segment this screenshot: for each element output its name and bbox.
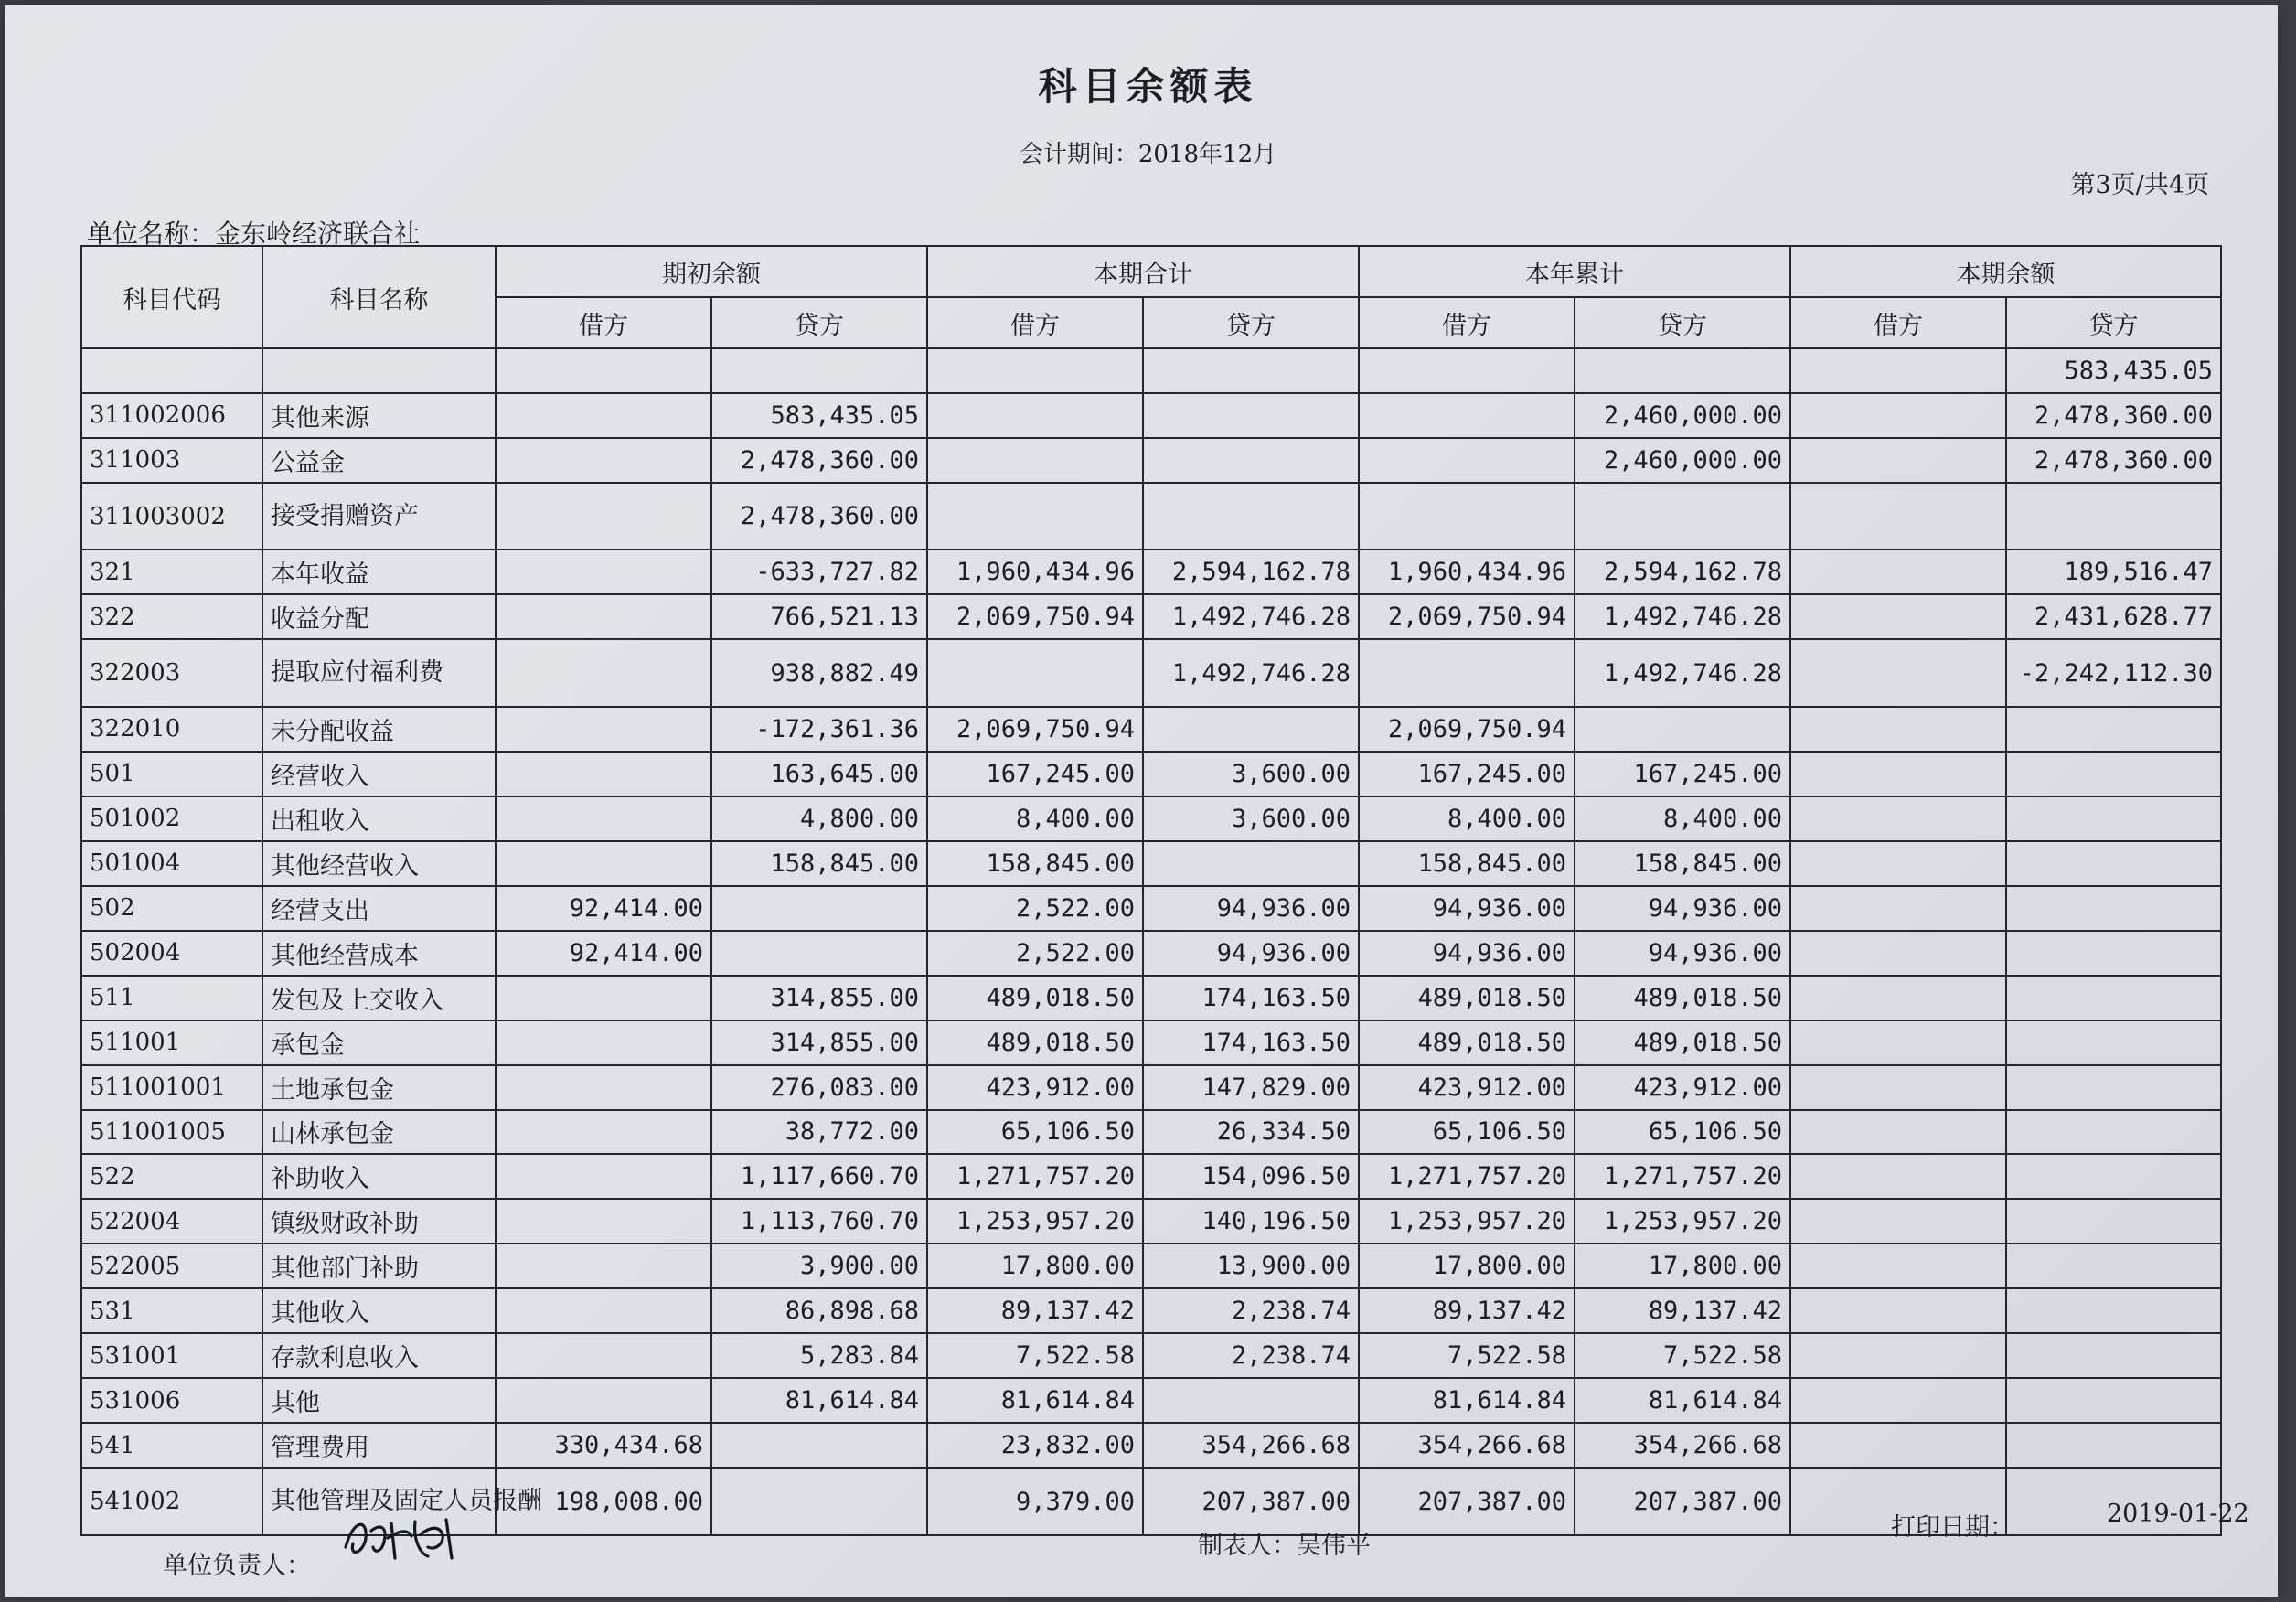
amount-cell: 2,460,000.00 [1575,393,1790,438]
amount-cell [2006,1378,2221,1423]
amount-cell [496,550,711,594]
account-name: 山林承包金 [262,1110,496,1155]
table-row [81,1199,2221,1244]
account-name: 未分配收益 [262,707,496,752]
amount-cell: 89,137.42 [1359,1288,1575,1333]
print-date: 2019-01-22 [2107,1500,2249,1528]
amount-cell [2006,1244,2221,1288]
amount-cell: 158,845.00 [927,841,1143,886]
amount-cell [496,1244,711,1288]
amount-cell: 8,400.00 [1359,796,1575,841]
amount-cell [1359,483,1575,550]
amount-cell: 147,829.00 [1143,1065,1359,1110]
amount-cell [1143,483,1359,550]
account-code: 531006 [81,1378,262,1423]
account-name: 存款利息收入 [262,1333,496,1378]
amount-cell: 94,936.00 [1143,931,1359,976]
table-row [81,707,2221,752]
amount-cell [1790,1065,2006,1110]
amount-cell [2006,483,2221,550]
account-code: 522005 [81,1244,262,1288]
amount-cell [711,348,927,393]
amount-cell [1790,438,2006,483]
table-row [81,1154,2221,1199]
account-code: 311002006 [81,393,262,438]
amount-cell: 583,435.05 [711,393,927,438]
amount-cell [496,976,711,1020]
amount-cell [496,1065,711,1110]
amount-cell: 65,106.50 [927,1110,1143,1155]
amount-cell: 154,096.50 [1143,1154,1359,1199]
amount-cell: 189,516.47 [2006,550,2221,594]
header-credit: 贷方 [711,297,927,348]
amount-cell: 81,614.84 [1359,1378,1575,1423]
amount-cell: 766,521.13 [711,594,927,639]
amount-cell [2006,1020,2221,1065]
amount-cell: 1,253,957.20 [1359,1199,1575,1244]
account-name: 土地承包金 [262,1065,496,1110]
account-code: 511001001 [81,1065,262,1110]
amount-cell [1790,976,2006,1020]
amount-cell: 423,912.00 [1359,1065,1575,1110]
amount-cell: 94,936.00 [1575,931,1790,976]
amount-cell: 1,253,957.20 [927,1199,1143,1244]
amount-cell: 354,266.68 [1575,1423,1790,1468]
account-name: 出租收入 [262,796,496,841]
amount-cell: 7,522.58 [1575,1333,1790,1378]
table-row [81,594,2221,639]
amount-cell: 330,434.68 [496,1423,711,1468]
account-name: 其他经营成本 [262,931,496,976]
table-row [81,438,2221,483]
accounting-period: 会计期间：2018年12月 [1019,141,1277,168]
preparer: 制表人：吴伟平 [1198,1532,1371,1560]
amount-cell: 3,600.00 [1143,796,1359,841]
amount-cell: 2,431,628.77 [2006,594,2221,639]
amount-cell [2006,931,2221,976]
amount-cell: 2,460,000.00 [1575,438,1790,483]
table-row [81,393,2221,438]
amount-cell: -172,361.36 [711,707,927,752]
amount-cell: 94,936.00 [1359,886,1575,931]
header-credit: 贷方 [1143,297,1359,348]
table-cell [262,348,496,393]
account-name: 其他收入 [262,1288,496,1333]
amount-cell [2006,1110,2221,1155]
table-row [81,931,2221,976]
amount-cell: 489,018.50 [927,976,1143,1020]
amount-cell [496,594,711,639]
header-name: 科目名称 [262,246,496,348]
amount-cell: 3,600.00 [1143,752,1359,796]
amount-cell [1790,1378,2006,1423]
table-row [81,1244,2221,1288]
amount-cell [496,707,711,752]
account-name: 管理费用 [262,1423,496,1468]
amount-cell [496,483,711,550]
amount-cell: 583,435.05 [2006,348,2221,393]
account-code: 511 [81,976,262,1020]
account-code: 502004 [81,931,262,976]
amount-cell: 26,334.50 [1143,1110,1359,1155]
account-code: 311003002 [81,483,262,550]
amount-cell [2006,1065,2221,1110]
amount-cell [496,438,711,483]
amount-cell: 92,414.00 [496,931,711,976]
table-row [81,483,2221,550]
amount-cell [1790,348,2006,393]
amount-cell: 314,855.00 [711,1020,927,1065]
amount-cell: 23,832.00 [927,1423,1143,1468]
amount-cell [2006,1288,2221,1333]
amount-cell: 2,069,750.94 [1359,594,1575,639]
account-code: 311003 [81,438,262,483]
amount-cell [496,1378,711,1423]
amount-cell: 3,900.00 [711,1244,927,1288]
amount-cell: 174,163.50 [1143,1020,1359,1065]
amount-cell [1790,886,2006,931]
account-name: 提取应付福利费 [262,639,496,706]
table-row [81,841,2221,886]
amount-cell [1790,841,2006,886]
amount-cell: 2,238.74 [1143,1333,1359,1378]
account-name: 承包金 [262,1020,496,1065]
amount-cell [1790,1288,2006,1333]
header-credit: 贷方 [2006,297,2221,348]
amount-cell [496,796,711,841]
amount-cell: 1,960,434.96 [927,550,1143,594]
account-code: 322010 [81,707,262,752]
amount-cell [1359,639,1575,706]
amount-cell [496,348,711,393]
amount-cell: 1,492,746.28 [1575,639,1790,706]
account-code: 531 [81,1288,262,1333]
responsible-label: 单位负责人： [163,1552,311,1580]
amount-cell: 314,855.00 [711,976,927,1020]
header-ytd: 本年累计 [1359,246,1790,297]
amount-cell: 938,882.49 [711,639,927,706]
amount-cell: 1,271,757.20 [1575,1154,1790,1199]
header-debit: 借方 [1359,297,1575,348]
amount-cell [1575,348,1790,393]
amount-cell [711,1423,927,1468]
amount-cell [1790,931,2006,976]
amount-cell: 89,137.42 [1575,1288,1790,1333]
account-name: 经营支出 [262,886,496,931]
account-name: 接受捐赠资产 [262,483,496,550]
amount-cell: 140,196.50 [1143,1199,1359,1244]
amount-cell: 207,387.00 [1143,1468,1359,1535]
header-code: 科目代码 [81,246,262,348]
amount-cell: 2,069,750.94 [927,707,1143,752]
table-row [81,1020,2221,1065]
amount-cell: 1,117,660.70 [711,1154,927,1199]
account-name: 收益分配 [262,594,496,639]
amount-cell: 163,645.00 [711,752,927,796]
account-code: 502 [81,886,262,931]
amount-cell: 81,614.84 [1575,1378,1790,1423]
amount-cell: 2,478,360.00 [711,438,927,483]
account-name: 公益金 [262,438,496,483]
account-code: 501 [81,752,262,796]
header-debit: 借方 [496,297,711,348]
amount-cell [927,438,1143,483]
account-name: 发包及上交收入 [262,976,496,1020]
amount-cell: 158,845.00 [1575,841,1790,886]
amount-cell: 167,245.00 [1359,752,1575,796]
amount-cell: 2,069,750.94 [927,594,1143,639]
account-name: 补助收入 [262,1154,496,1199]
account-name: 其他来源 [262,393,496,438]
amount-cell: 489,018.50 [927,1020,1143,1065]
amount-cell: 1,960,434.96 [1359,550,1575,594]
header-current: 本期合计 [927,246,1359,297]
amount-cell [496,639,711,706]
account-name: 其他经营收入 [262,841,496,886]
table-row [81,1423,2221,1468]
amount-cell [711,931,927,976]
document-title: 科目余额表 [1038,64,1258,109]
account-name: 经营收入 [262,752,496,796]
amount-cell [1143,707,1359,752]
account-name: 镇级财政补助 [262,1199,496,1244]
account-code: 321 [81,550,262,594]
amount-cell: 489,018.50 [1359,976,1575,1020]
unit-name: 单位名称：金东岭经济联合社 [87,219,421,249]
account-code: 522 [81,1154,262,1199]
account-code: 322003 [81,639,262,706]
table-row [81,976,2221,1020]
amount-cell [2006,707,2221,752]
amount-cell: 92,414.00 [496,886,711,931]
amount-cell [2006,752,2221,796]
amount-cell [1790,483,2006,550]
amount-cell: 17,800.00 [927,1244,1143,1288]
amount-cell [2006,886,2221,931]
amount-cell [496,393,711,438]
amount-cell [1790,393,2006,438]
amount-cell: 207,387.00 [1359,1468,1575,1535]
amount-cell: 354,266.68 [1359,1423,1575,1468]
amount-cell [927,639,1143,706]
amount-cell: 38,772.00 [711,1110,927,1155]
amount-cell [2006,976,2221,1020]
table-row [81,1288,2221,1333]
amount-cell [711,886,927,931]
amount-cell: 81,614.84 [927,1378,1143,1423]
amount-cell: 17,800.00 [1359,1244,1575,1288]
table-row [81,752,2221,796]
amount-cell: 174,163.50 [1143,976,1359,1020]
amount-cell: 65,106.50 [1359,1110,1575,1155]
amount-cell [711,1468,927,1535]
amount-cell [1790,1244,2006,1288]
page-info: 第3页/共4页 [2070,171,2209,199]
amount-cell: 207,387.00 [1575,1468,1790,1535]
amount-cell [1143,1378,1359,1423]
account-code: 511001 [81,1020,262,1065]
amount-cell: 8,400.00 [927,796,1143,841]
amount-cell [496,1333,711,1378]
account-code: 541 [81,1423,262,1468]
amount-cell [1790,1199,2006,1244]
amount-cell: 2,522.00 [927,886,1143,931]
amount-cell [927,348,1143,393]
amount-cell: 198,008.00 [496,1468,711,1535]
account-name: 其他部门补助 [262,1244,496,1288]
amount-cell: 1,271,757.20 [1359,1154,1575,1199]
amount-cell [496,1199,711,1244]
account-name: 其他 [262,1378,496,1423]
amount-cell: 167,245.00 [927,752,1143,796]
amount-cell [496,752,711,796]
amount-cell [496,841,711,886]
table-row [81,550,2221,594]
amount-cell: 8,400.00 [1575,796,1790,841]
amount-cell [1359,348,1575,393]
amount-cell: 5,283.84 [711,1333,927,1378]
amount-cell [1575,483,1790,550]
amount-cell: 1,492,746.28 [1575,594,1790,639]
amount-cell [2006,1333,2221,1378]
amount-cell: 2,478,360.00 [2006,438,2221,483]
account-name: 其他管理及固定人员报酬 [262,1468,496,1535]
amount-cell: 1,271,757.20 [927,1154,1143,1199]
amount-cell [496,1154,711,1199]
amount-cell [927,483,1143,550]
amount-cell: 1,253,957.20 [1575,1199,1790,1244]
amount-cell: 2,238.74 [1143,1288,1359,1333]
amount-cell: -2,242,112.30 [2006,639,2221,706]
account-code: 501002 [81,796,262,841]
amount-cell: 7,522.58 [1359,1333,1575,1378]
amount-cell [1359,393,1575,438]
amount-cell: 2,478,360.00 [2006,393,2221,438]
amount-cell: 94,936.00 [1143,886,1359,931]
amount-cell: 81,614.84 [711,1378,927,1423]
amount-cell: 2,069,750.94 [1359,707,1575,752]
amount-cell [2006,1199,2221,1244]
amount-cell: 65,106.50 [1575,1110,1790,1155]
account-code: 531001 [81,1333,262,1378]
account-code: 501004 [81,841,262,886]
amount-cell: 489,018.50 [1359,1020,1575,1065]
amount-cell: 423,912.00 [1575,1065,1790,1110]
print-date-label: 打印日期： [1891,1513,2014,1542]
balance-table [80,245,2222,1536]
amount-cell [2006,796,2221,841]
header-closing: 本期余额 [1790,246,2221,297]
amount-cell [1143,393,1359,438]
amount-cell: 158,845.00 [711,841,927,886]
amount-cell [1790,594,2006,639]
amount-cell: 4,800.00 [711,796,927,841]
amount-cell [2006,1154,2221,1199]
account-code: 322 [81,594,262,639]
amount-cell: 423,912.00 [927,1065,1143,1110]
table-row [81,348,2221,393]
amount-cell: 489,018.50 [1575,1020,1790,1065]
amount-cell [1359,438,1575,483]
amount-cell [1790,1333,2006,1378]
amount-cell: 1,113,760.70 [711,1199,927,1244]
amount-cell [1143,348,1359,393]
amount-cell: 13,900.00 [1143,1244,1359,1288]
header-opening: 期初余额 [496,246,927,297]
amount-cell: 276,083.00 [711,1065,927,1110]
amount-cell: 2,522.00 [927,931,1143,976]
amount-cell [1790,550,2006,594]
header-credit: 贷方 [1575,297,1790,348]
amount-cell: 2,594,162.78 [1143,550,1359,594]
header-debit: 借方 [1790,297,2006,348]
amount-cell [1790,1423,2006,1468]
amount-cell [1790,1154,2006,1199]
table-cell [81,348,262,393]
table-row [81,1065,2221,1110]
amount-cell [1790,639,2006,706]
amount-cell [496,1020,711,1065]
amount-cell: 167,245.00 [1575,752,1790,796]
table-row [81,1333,2221,1378]
amount-cell [496,1288,711,1333]
amount-cell: 94,936.00 [1359,931,1575,976]
table-row [81,639,2221,706]
account-code: 522004 [81,1199,262,1244]
amount-cell: 2,478,360.00 [711,483,927,550]
amount-cell [1143,438,1359,483]
amount-cell [1575,707,1790,752]
amount-cell [1790,1110,2006,1155]
amount-cell [1790,1020,2006,1065]
amount-cell: 86,898.68 [711,1288,927,1333]
amount-cell: 7,522.58 [927,1333,1143,1378]
amount-cell: 489,018.50 [1575,976,1790,1020]
amount-cell [1790,796,2006,841]
amount-cell: 9,379.00 [927,1468,1143,1535]
account-code: 511001005 [81,1110,262,1155]
amount-cell: -633,727.82 [711,550,927,594]
amount-cell [1790,752,2006,796]
table-row [81,1110,2221,1155]
account-code: 541002 [81,1468,262,1535]
amount-cell [1143,841,1359,886]
amount-cell: 17,800.00 [1575,1244,1790,1288]
amount-cell: 1,492,746.28 [1143,639,1359,706]
amount-cell: 94,936.00 [1575,886,1790,931]
amount-cell [1790,707,2006,752]
table-row [81,796,2221,841]
amount-cell [2006,841,2221,886]
amount-cell: 89,137.42 [927,1288,1143,1333]
amount-cell: 1,492,746.28 [1143,594,1359,639]
table-body [81,348,2221,1535]
header-debit: 借方 [927,297,1143,348]
amount-cell: 2,594,162.78 [1575,550,1790,594]
table-row [81,1378,2221,1423]
amount-cell [927,393,1143,438]
account-name: 本年收益 [262,550,496,594]
signature-image [340,1511,459,1565]
amount-cell [2006,1423,2221,1468]
amount-cell: 158,845.00 [1359,841,1575,886]
table-row [81,886,2221,931]
amount-cell [496,1110,711,1155]
amount-cell: 354,266.68 [1143,1423,1359,1468]
